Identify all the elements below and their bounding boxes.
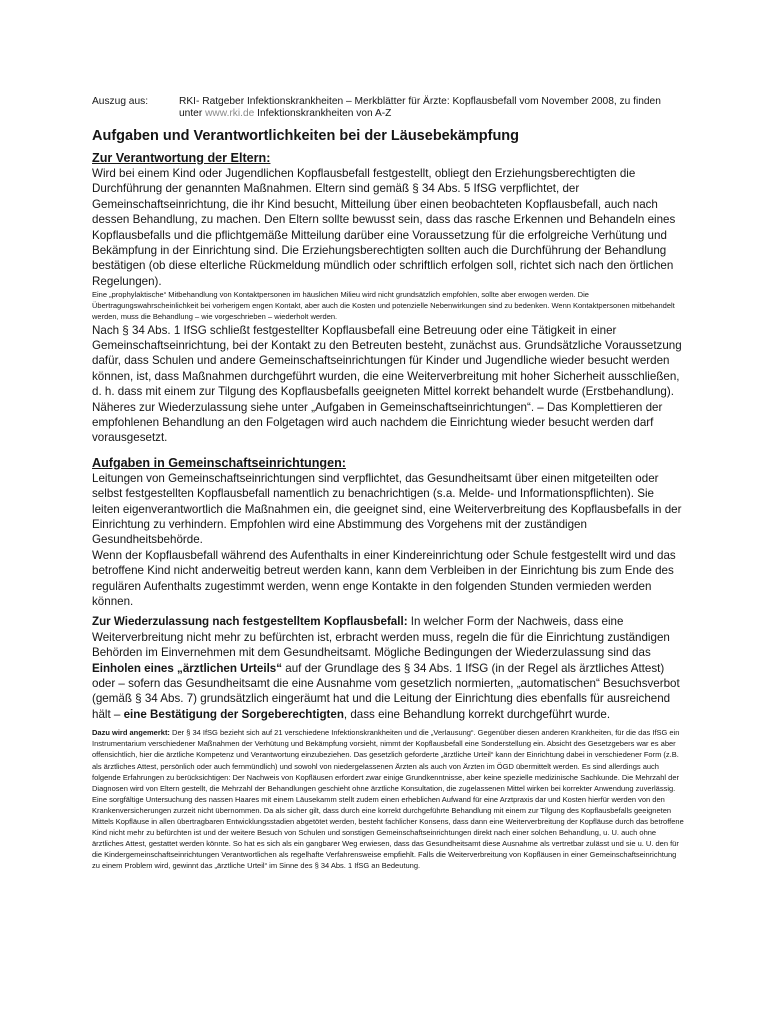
excerpt-text-before: RKI- Ratgeber Infektionskrankheiten – Merkblätter für Ärzte: Kopflausbefall vom November 2008, zu finden unter [179, 96, 661, 119]
document-title: Aufgaben und Verantwortlichkeiten bei der Läusebekämpfung [92, 128, 520, 144]
note-lead: Dazu wird angemerkt: [92, 728, 170, 738]
readmission-text-1: In welcher Form der Nachweis, dass eine Weiterverbreitung nicht mehr zu befürchten ist, erbracht werden muss, regeln die für die Einrichtung zuständigen Behörden im Einvernehmen mit dem Gesundheitsamt. Mögliche Bedingungen der Wiederzulassung sind das [92, 615, 670, 660]
section-heading-facilities: Aufgaben in Gemeinschaftseinrichtungen: [92, 455, 347, 470]
excerpt-text-after: Infektionskrankheiten von A-Z [254, 108, 392, 119]
parents-small-note: Eine „prophylaktische“ Mitbehandlung von Kontaktpersonen im häuslichen Milieu wird nicht grundsätzlich empfohlen, sollte aber erwogen werden. Die Übertragungswahrscheinlichkeit bei vorherigem engen Kontakt, aber auch die Kosten und potenzielle Nebenwirkungen sind zu bedenken. Wenn Kontaktpersonen mitbehandelt werden, muss die Behandlung – wie vorgeschrieben – wiederholt werden. [92, 290, 675, 322]
parents-paragraph-3: Näheres zur Wiederzulassung siehe unter „Aufgaben in Gemeinschaftseinrichtungen“. – Das Komplettieren der empfohlenen Behandlung an den Folgetagen wird auch nachdem die Einrichtung wieder besucht werden darf vorausgesetzt. [92, 400, 663, 445]
note-text: Der § 34 IfSG bezieht sich auf 21 verschiedene Infektionskrankheiten und die „Verlausung“. Gegenüber diesen anderen Krankheiten, für die das IfSG ein Instrumentarium verschiedener Maßnahmen der Verhütung und Bekämpfung vorsieht, nimmt der Kopflausbefall eine Sonderstellung ein. Absicht des Gesetzgebers war es aber offensichtlich, hier die ärztliche Kompetenz und Verantwortung einzubeziehen. Das gesetzlich geforderte „ärztliche Urteil“ kann der Einrichtung dabei in verschiedener Form (z.B. als ärztliches Attest, persönlich oder auch fernmündlich) und sowohl von niedergelassenen Ärzten als auch von Ärzten im ÖGD übermittelt werden. Es sind allerdings auch folgende Erfahrungen zu berücksichtigen: Der Nachweis von Kopfläusen erfordert zwar einige Grundkenntnisse, aber keine spezielle medizinische Sachkunde. Die Mehrzahl der Diagnosen wird von Eltern gestellt, die Mehrzahl der Behandlungen geschieht ohne ärztliche Konsultation, die zugelassenen Mittel wirken bei korrekter Anwendung zuverlässig. Eine sorgfältige Untersuchung des nassen Haares mit einem Läusekamm stellt zudem einen erheblichen Aufwand für eine Arztpraxis dar und Kosten hierfür werden von den Krankenversicherungen zurzeit nicht übernommen. Da als sicher gilt, dass durch eine korrekt durchgeführte Behandlung mit einem zur Tilgung des Kopflausbefalls geeigneten Mittels Kopfläuse in allen übertragbaren Entwicklungsstadien abgetötet werden, besteht fachlicher Konsens, dass dann eine Weiterverbreitung der Kopfläuse durch das betroffene Kind nicht mehr zu befürchten ist und der weitere Besuch von Schulen und sonstigen Gemeinschaftseinrichtungen direkt nach einer solchen Behandlung, u. U. auch ohne ärztliches Attest, gestattet werden könnte. So hat es sich als ein gangbarer Weg erwiesen, dass das Gesundheitsamt diese Ausnahme als vertretbar zulässt und sie u. U. den für die Kindergemeinschaftseinrichtungen Verantwortlichen als regelhafte Verfahrensweise empfiehlt. Falls die Weiterverbreitung von Kopfläusen in einer Gemeinschaftseinrichtung zu einem Problem wird, gewinnt das „ärztliche Urteil“ im Sinne des § 34 Abs. 1 IfSG an Bedeutung. [92, 728, 684, 871]
readmission-bold-2: eine Bestätigung der Sorgeberechtigten [123, 707, 344, 721]
parents-paragraph-2: Nach § 34 Abs. 1 IfSG schließt festgestellter Kopflausbefall eine Betreuung oder eine Tätigkeit in einer Gemeinschaftseinrichtung, bei der Kontakt zu den Betreuten besteht, zunächst aus. Grundsätzliche Voraussetzung dafür, dass Schulen und andere Gemeinschaftseinrichtungen für Kinder und Jugendliche wieder besucht werden können, ist, dass Maßnahmen durchgeführt wurden, die eine Weiterverbreitung mit hoher Sicherheit ausschließen, d. h. dass mit einem zur Tilgung des Kopflausbefalls geeigneten Mittel korrekt behandelt wurde (Erstbehandlung). [92, 323, 682, 399]
note-paragraph [92, 727, 684, 871]
document-page [92, 96, 684, 872]
readmission-text-2: auf der Grundlage des § 34 Abs. 1 IfSG (in der Regel als ärztliches Attest) oder – sofern das Gesundheitsamt die eine Ausnahme vom gesetzlich normierten, „automatischen“ Besuchsverbot (gemäß § 34 Abs. 7) grundsätzlich eingeräumt hat und die Leitung der Einrichtung dies ebenfalls für ausreichend hält – [92, 661, 680, 721]
excerpt-source [92, 96, 684, 120]
rki-link[interactable]: www.rki.de [205, 108, 255, 119]
facilities-paragraph-1: Leitungen von Gemeinschaftseinrichtungen sind verpflichtet, das Gesundheitsamt über einen mitgeteilten oder selbst festgestellten Kopflausbefall namentlich zu benachrichtigen (s.a. Melde- und Informationspflichten). Sie leiten eigenverantwortlich die Maßnahmen ein, die geeignet sind, eine Weiterverbreitung des Kopflausbefalls in der Einrichtung zu verhindern. Empfohlen wird eine Abstimmung des Vorgehens mit der zuständigen Gesundheitsbehörde. [92, 471, 682, 547]
section-facilities [92, 456, 684, 610]
readmission-text-3: , dass eine Behandlung korrekt durchgeführt wurde. [343, 707, 611, 721]
excerpt-reference [179, 96, 684, 120]
excerpt-label: Auszug aus: [92, 96, 149, 107]
readmission-bold-1: Einholen eines „ärztlichen Urteils“ [92, 661, 283, 675]
facilities-paragraph-2: Wenn der Kopflausbefall während des Aufenthalts in einer Kindereinrichtung oder Schule festgestellt wird und das betroffene Kind nicht anderweitig betreut werden kann, kann dem Verbleiben in der Einrichtung bis zum Ende des regulären Aufenthalts zugestimmt werden, wenn enge Kontakte in den folgenden Stunden vermieden werden können. [92, 548, 676, 609]
readmission-lead: Zur Wiederzulassung nach festgestelltem Kopflausbefall: [92, 615, 408, 629]
parents-paragraph-1: Wird bei einem Kind oder Jugendlichen Kopflausbefall festgestellt, obliegt den Erziehungsberechtigten die Durchführung der genannten Maßnahmen. Eltern sind gemäß § 34 Abs. 5 IfSG verpflichtet, der Gemeinschaftseinrichtung, die ihr Kind besucht, Mitteilung über einen beobachteten Kopflausbefall, auch nach dessen Behandlung, zu machen. Den Eltern sollte bewusst sein, dass das rasche Erkennen und Behandeln eines Kopflausbefalls und die pflichtgemäße Mitteilung darüber eine Voraussetzung für die erfolgreiche Verhütung und Bekämpfung in der Einrichtung sind. Die Erziehungsberechtigten sollten auch die Durchführung der Behandlung bestätigen (ob diese elterliche Rückmeldung mündlich oder schriftlich erfolgen soll, richtet sich nach den örtlichen Regelungen). [92, 167, 676, 288]
section-heading-parents: Zur Verantwortung der Eltern: [92, 151, 271, 165]
readmission-paragraph [92, 614, 684, 722]
